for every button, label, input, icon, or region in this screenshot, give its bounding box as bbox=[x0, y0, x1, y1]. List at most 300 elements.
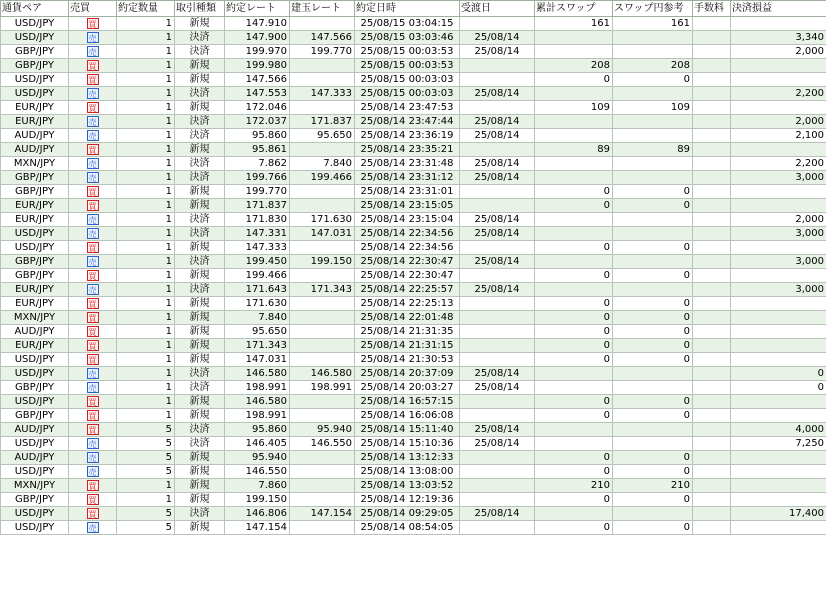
side-cell bbox=[69, 465, 117, 479]
trade-type-cell: 決済 bbox=[175, 507, 225, 521]
cumulative-swap-cell: 0 bbox=[535, 451, 613, 465]
cumulative-swap-cell bbox=[535, 507, 613, 521]
trade-type-cell: 決済 bbox=[175, 171, 225, 185]
table-row[interactable] bbox=[1, 185, 826, 199]
sell-badge: 売 bbox=[88, 257, 97, 267]
buy-badge: 買 bbox=[88, 481, 97, 491]
table-row[interactable] bbox=[1, 325, 826, 339]
table-row[interactable] bbox=[1, 199, 826, 213]
position-rate-cell bbox=[290, 17, 355, 31]
sell-badge: 売 bbox=[88, 229, 97, 239]
quantity-cell: 1 bbox=[117, 409, 175, 423]
quantity-cell: 1 bbox=[117, 45, 175, 59]
trade-type-cell: 新規 bbox=[175, 479, 225, 493]
trade-type-cell: 新規 bbox=[175, 353, 225, 367]
settlement-pl-cell bbox=[731, 17, 826, 31]
settlement-pl-cell bbox=[731, 73, 826, 87]
side-cell bbox=[69, 493, 117, 507]
buy-badge: 買 bbox=[88, 187, 97, 197]
table-row[interactable] bbox=[1, 115, 826, 129]
fee-cell bbox=[693, 129, 731, 143]
col-header-side[interactable]: 売買 bbox=[69, 1, 117, 17]
currency-pair-cell: USD/JPY bbox=[1, 73, 69, 87]
col-header-position-rate[interactable]: 建玉レート bbox=[290, 1, 355, 17]
swap-yen-ref-cell: 0 bbox=[613, 451, 693, 465]
table-row[interactable] bbox=[1, 157, 826, 171]
settlement-pl-cell bbox=[731, 185, 826, 199]
settlement-date-cell: 25/08/14 bbox=[460, 157, 535, 171]
table-row[interactable] bbox=[1, 227, 826, 241]
swap-yen-ref-cell: 0 bbox=[613, 325, 693, 339]
col-header-exec-rate[interactable]: 約定レート bbox=[225, 1, 290, 17]
fee-cell bbox=[693, 409, 731, 423]
quantity-cell: 1 bbox=[117, 381, 175, 395]
side-cell bbox=[69, 171, 117, 185]
quantity-cell: 1 bbox=[117, 297, 175, 311]
position-rate-cell bbox=[290, 451, 355, 465]
trade-type-cell: 決済 bbox=[175, 283, 225, 297]
buy-badge: 買 bbox=[88, 75, 97, 85]
table-row[interactable] bbox=[1, 255, 826, 269]
swap-yen-ref-cell bbox=[613, 87, 693, 101]
settlement-pl-cell bbox=[731, 199, 826, 213]
cumulative-swap-cell bbox=[535, 157, 613, 171]
cumulative-swap-cell: 0 bbox=[535, 73, 613, 87]
position-rate-cell bbox=[290, 73, 355, 87]
quantity-cell: 1 bbox=[117, 31, 175, 45]
sell-badge: 売 bbox=[88, 523, 97, 533]
side-cell bbox=[69, 227, 117, 241]
swap-yen-ref-cell bbox=[613, 283, 693, 297]
table-row[interactable] bbox=[1, 479, 826, 493]
settlement-pl-cell: 4,000 bbox=[731, 423, 826, 437]
position-rate-cell: 171.343 bbox=[290, 283, 355, 297]
currency-pair-cell: USD/JPY bbox=[1, 507, 69, 521]
trade-type-cell: 新規 bbox=[175, 241, 225, 255]
settlement-pl-cell bbox=[731, 339, 826, 353]
settlement-pl-cell: 2,200 bbox=[731, 87, 826, 101]
quantity-cell: 1 bbox=[117, 269, 175, 283]
settlement-date-cell bbox=[460, 409, 535, 423]
settlement-pl-cell: 2,100 bbox=[731, 129, 826, 143]
table-row[interactable] bbox=[1, 423, 826, 437]
position-rate-cell bbox=[290, 199, 355, 213]
fee-cell bbox=[693, 353, 731, 367]
trade-type-cell: 決済 bbox=[175, 213, 225, 227]
swap-yen-ref-cell bbox=[613, 255, 693, 269]
exec-datetime-cell: 25/08/15 00:03:03 bbox=[355, 73, 460, 87]
table-row[interactable] bbox=[1, 297, 826, 311]
sell-badge: 売 bbox=[88, 117, 97, 127]
swap-yen-ref-cell: 0 bbox=[613, 241, 693, 255]
side-cell bbox=[69, 73, 117, 87]
buy-badge: 買 bbox=[88, 61, 97, 71]
settlement-pl-cell bbox=[731, 409, 826, 423]
settlement-date-cell: 25/08/14 bbox=[460, 255, 535, 269]
exec-datetime-cell: 25/08/15 00:03:53 bbox=[355, 59, 460, 73]
cumulative-swap-cell bbox=[535, 367, 613, 381]
currency-pair-cell: USD/JPY bbox=[1, 521, 69, 535]
swap-yen-ref-cell: 208 bbox=[613, 59, 693, 73]
side-cell bbox=[69, 185, 117, 199]
side-cell bbox=[69, 297, 117, 311]
exec-datetime-cell: 25/08/14 16:57:15 bbox=[355, 395, 460, 409]
table-row[interactable] bbox=[1, 129, 826, 143]
trade-type-cell: 新規 bbox=[175, 297, 225, 311]
position-rate-cell bbox=[290, 297, 355, 311]
exec-rate-cell: 171.343 bbox=[225, 339, 290, 353]
swap-yen-ref-cell bbox=[613, 157, 693, 171]
quantity-cell: 1 bbox=[117, 17, 175, 31]
quantity-cell: 1 bbox=[117, 213, 175, 227]
table-row[interactable] bbox=[1, 73, 826, 87]
currency-pair-cell: GBP/JPY bbox=[1, 45, 69, 59]
cumulative-swap-cell bbox=[535, 423, 613, 437]
exec-datetime-cell: 25/08/14 22:30:47 bbox=[355, 269, 460, 283]
exec-datetime-cell: 25/08/14 23:15:04 bbox=[355, 213, 460, 227]
settlement-pl-cell bbox=[731, 101, 826, 115]
side-cell bbox=[69, 283, 117, 297]
currency-pair-cell: AUD/JPY bbox=[1, 129, 69, 143]
table-row[interactable] bbox=[1, 171, 826, 185]
table-row[interactable] bbox=[1, 87, 826, 101]
position-rate-cell: 95.940 bbox=[290, 423, 355, 437]
quantity-cell: 1 bbox=[117, 171, 175, 185]
settlement-date-cell bbox=[460, 479, 535, 493]
exec-rate-cell: 172.037 bbox=[225, 115, 290, 129]
table-row[interactable] bbox=[1, 45, 826, 59]
currency-pair-cell: EUR/JPY bbox=[1, 101, 69, 115]
trade-type-cell: 新規 bbox=[175, 17, 225, 31]
settlement-pl-cell bbox=[731, 143, 826, 157]
settlement-pl-cell: 0 bbox=[731, 381, 826, 395]
trade-type-cell: 決済 bbox=[175, 157, 225, 171]
exec-rate-cell: 171.630 bbox=[225, 297, 290, 311]
table-row[interactable] bbox=[1, 507, 826, 521]
fee-cell bbox=[693, 325, 731, 339]
side-cell bbox=[69, 423, 117, 437]
exec-rate-cell: 7.860 bbox=[225, 479, 290, 493]
position-rate-cell: 199.466 bbox=[290, 171, 355, 185]
trade-type-cell: 新規 bbox=[175, 493, 225, 507]
settlement-pl-cell: 3,340 bbox=[731, 31, 826, 45]
buy-badge: 買 bbox=[88, 103, 97, 113]
exec-datetime-cell: 25/08/14 23:31:48 bbox=[355, 157, 460, 171]
settlement-date-cell bbox=[460, 17, 535, 31]
exec-rate-cell: 95.650 bbox=[225, 325, 290, 339]
exec-datetime-cell: 25/08/14 13:12:33 bbox=[355, 451, 460, 465]
position-rate-cell bbox=[290, 479, 355, 493]
col-header-exec-datetime[interactable]: 約定日時 bbox=[355, 1, 460, 17]
side-cell bbox=[69, 45, 117, 59]
sell-badge: 売 bbox=[88, 285, 97, 295]
settlement-date-cell bbox=[460, 325, 535, 339]
trade-type-cell: 決済 bbox=[175, 367, 225, 381]
col-header-trade-type[interactable]: 取引種類 bbox=[175, 1, 225, 17]
buy-badge: 買 bbox=[88, 299, 97, 309]
table-row[interactable] bbox=[1, 437, 826, 451]
sell-badge: 売 bbox=[88, 131, 97, 141]
fee-cell bbox=[693, 451, 731, 465]
trade-type-cell: 決済 bbox=[175, 115, 225, 129]
exec-datetime-cell: 25/08/14 23:31:01 bbox=[355, 185, 460, 199]
position-rate-cell bbox=[290, 311, 355, 325]
swap-yen-ref-cell bbox=[613, 507, 693, 521]
quantity-cell: 1 bbox=[117, 157, 175, 171]
fee-cell bbox=[693, 479, 731, 493]
exec-datetime-cell: 25/08/15 03:04:15 bbox=[355, 17, 460, 31]
fee-cell bbox=[693, 507, 731, 521]
settlement-date-cell bbox=[460, 521, 535, 535]
exec-rate-cell: 199.150 bbox=[225, 493, 290, 507]
buy-badge: 買 bbox=[88, 327, 97, 337]
swap-yen-ref-cell: 0 bbox=[613, 465, 693, 479]
sell-badge: 売 bbox=[88, 47, 97, 57]
table-row[interactable] bbox=[1, 269, 826, 283]
quantity-cell: 1 bbox=[117, 367, 175, 381]
fee-cell bbox=[693, 185, 731, 199]
settlement-date-cell: 25/08/14 bbox=[460, 507, 535, 521]
table-row[interactable] bbox=[1, 311, 826, 325]
settlement-date-cell: 25/08/14 bbox=[460, 115, 535, 129]
fee-cell bbox=[693, 423, 731, 437]
table-row[interactable] bbox=[1, 353, 826, 367]
swap-yen-ref-cell: 0 bbox=[613, 269, 693, 283]
sell-badge: 売 bbox=[88, 33, 97, 43]
table-row[interactable] bbox=[1, 31, 826, 45]
buy-badge: 買 bbox=[88, 495, 97, 505]
exec-datetime-cell: 25/08/14 13:03:52 bbox=[355, 479, 460, 493]
exec-datetime-cell: 25/08/14 12:19:36 bbox=[355, 493, 460, 507]
trade-type-cell: 新規 bbox=[175, 311, 225, 325]
buy-badge: 買 bbox=[88, 341, 97, 351]
cumulative-swap-cell: 0 bbox=[535, 297, 613, 311]
quantity-cell: 1 bbox=[117, 73, 175, 87]
fee-cell bbox=[693, 73, 731, 87]
quantity-cell: 5 bbox=[117, 465, 175, 479]
table-row[interactable] bbox=[1, 409, 826, 423]
cumulative-swap-cell bbox=[535, 381, 613, 395]
quantity-cell: 1 bbox=[117, 255, 175, 269]
table-row[interactable] bbox=[1, 465, 826, 479]
currency-pair-cell: GBP/JPY bbox=[1, 493, 69, 507]
table-row[interactable] bbox=[1, 367, 826, 381]
exec-rate-cell: 146.806 bbox=[225, 507, 290, 521]
side-cell bbox=[69, 479, 117, 493]
table-row[interactable] bbox=[1, 17, 826, 31]
position-rate-cell bbox=[290, 395, 355, 409]
exec-datetime-cell: 25/08/14 23:47:53 bbox=[355, 101, 460, 115]
currency-pair-cell: USD/JPY bbox=[1, 465, 69, 479]
settlement-date-cell: 25/08/14 bbox=[460, 171, 535, 185]
exec-datetime-cell: 25/08/14 23:35:21 bbox=[355, 143, 460, 157]
exec-datetime-cell: 25/08/15 00:03:03 bbox=[355, 87, 460, 101]
col-header-currency-pair[interactable]: 通貨ペア bbox=[1, 1, 69, 17]
side-cell bbox=[69, 115, 117, 129]
settlement-date-cell bbox=[460, 101, 535, 115]
quantity-cell: 1 bbox=[117, 59, 175, 73]
quantity-cell: 5 bbox=[117, 437, 175, 451]
cumulative-swap-cell: 0 bbox=[535, 395, 613, 409]
swap-yen-ref-cell: 89 bbox=[613, 143, 693, 157]
side-cell bbox=[69, 17, 117, 31]
settlement-pl-cell: 2,000 bbox=[731, 115, 826, 129]
trade-type-cell: 決済 bbox=[175, 255, 225, 269]
fee-cell bbox=[693, 367, 731, 381]
swap-yen-ref-cell bbox=[613, 367, 693, 381]
quantity-cell: 1 bbox=[117, 493, 175, 507]
side-cell bbox=[69, 395, 117, 409]
swap-yen-ref-cell bbox=[613, 129, 693, 143]
quantity-cell: 1 bbox=[117, 199, 175, 213]
settlement-pl-cell: 2,000 bbox=[731, 213, 826, 227]
swap-yen-ref-cell: 210 bbox=[613, 479, 693, 493]
settlement-date-cell bbox=[460, 199, 535, 213]
trade-type-cell: 新規 bbox=[175, 465, 225, 479]
side-cell bbox=[69, 339, 117, 353]
swap-yen-ref-cell bbox=[613, 227, 693, 241]
exec-rate-cell: 147.331 bbox=[225, 227, 290, 241]
exec-rate-cell: 172.046 bbox=[225, 101, 290, 115]
exec-datetime-cell: 25/08/15 03:03:46 bbox=[355, 31, 460, 45]
swap-yen-ref-cell: 0 bbox=[613, 339, 693, 353]
currency-pair-cell: EUR/JPY bbox=[1, 213, 69, 227]
settlement-pl-cell bbox=[731, 241, 826, 255]
fee-cell bbox=[693, 269, 731, 283]
settlement-pl-cell bbox=[731, 395, 826, 409]
table-row[interactable] bbox=[1, 143, 826, 157]
currency-pair-cell: EUR/JPY bbox=[1, 115, 69, 129]
buy-badge: 買 bbox=[88, 201, 97, 211]
position-rate-cell bbox=[290, 185, 355, 199]
exec-datetime-cell: 25/08/14 20:37:09 bbox=[355, 367, 460, 381]
settlement-date-cell bbox=[460, 395, 535, 409]
side-cell bbox=[69, 381, 117, 395]
cumulative-swap-cell: 89 bbox=[535, 143, 613, 157]
quantity-cell: 1 bbox=[117, 101, 175, 115]
exec-rate-cell: 147.553 bbox=[225, 87, 290, 101]
table-row[interactable] bbox=[1, 395, 826, 409]
side-cell bbox=[69, 241, 117, 255]
settlement-date-cell: 25/08/14 bbox=[460, 129, 535, 143]
position-rate-cell bbox=[290, 325, 355, 339]
position-rate-cell bbox=[290, 143, 355, 157]
cumulative-swap-cell: 0 bbox=[535, 199, 613, 213]
settlement-date-cell: 25/08/14 bbox=[460, 437, 535, 451]
trade-rows bbox=[1, 17, 826, 535]
table-row[interactable] bbox=[1, 213, 826, 227]
quantity-cell: 5 bbox=[117, 423, 175, 437]
fee-cell bbox=[693, 115, 731, 129]
trade-type-cell: 新規 bbox=[175, 521, 225, 535]
currency-pair-cell: GBP/JPY bbox=[1, 171, 69, 185]
table-row[interactable] bbox=[1, 451, 826, 465]
cumulative-swap-cell bbox=[535, 45, 613, 59]
fee-cell bbox=[693, 101, 731, 115]
table-row[interactable] bbox=[1, 339, 826, 353]
side-cell bbox=[69, 311, 117, 325]
table-row[interactable] bbox=[1, 59, 826, 73]
quantity-cell: 5 bbox=[117, 507, 175, 521]
table-row[interactable] bbox=[1, 241, 826, 255]
settlement-pl-cell bbox=[731, 297, 826, 311]
position-rate-cell: 171.630 bbox=[290, 213, 355, 227]
col-header-swap-yen-ref[interactable]: スワップ円参考 bbox=[613, 1, 693, 17]
swap-yen-ref-cell: 0 bbox=[613, 199, 693, 213]
currency-pair-cell: USD/JPY bbox=[1, 87, 69, 101]
swap-yen-ref-cell: 0 bbox=[613, 311, 693, 325]
table-row[interactable] bbox=[1, 101, 826, 115]
side-cell bbox=[69, 367, 117, 381]
settlement-pl-cell bbox=[731, 311, 826, 325]
side-cell bbox=[69, 353, 117, 367]
settlement-date-cell bbox=[460, 339, 535, 353]
buy-badge: 買 bbox=[88, 313, 97, 323]
cumulative-swap-cell bbox=[535, 227, 613, 241]
cumulative-swap-cell: 109 bbox=[535, 101, 613, 115]
position-rate-cell: 199.770 bbox=[290, 45, 355, 59]
settlement-date-cell: 25/08/14 bbox=[460, 87, 535, 101]
currency-pair-cell: USD/JPY bbox=[1, 227, 69, 241]
exec-rate-cell: 147.900 bbox=[225, 31, 290, 45]
settlement-pl-cell: 3,000 bbox=[731, 283, 826, 297]
currency-pair-cell: USD/JPY bbox=[1, 31, 69, 45]
currency-pair-cell: AUD/JPY bbox=[1, 423, 69, 437]
position-rate-cell: 146.550 bbox=[290, 437, 355, 451]
sell-badge: 売 bbox=[88, 453, 97, 463]
table-row[interactable] bbox=[1, 283, 826, 297]
exec-rate-cell: 147.031 bbox=[225, 353, 290, 367]
trade-type-cell: 決済 bbox=[175, 227, 225, 241]
fee-cell bbox=[693, 227, 731, 241]
trade-type-cell: 新規 bbox=[175, 101, 225, 115]
col-header-settlement-pl[interactable]: 決済損益 bbox=[731, 1, 826, 17]
col-header-fee[interactable]: 手数料 bbox=[693, 1, 731, 17]
cumulative-swap-cell bbox=[535, 31, 613, 45]
fee-cell bbox=[693, 143, 731, 157]
swap-yen-ref-cell: 0 bbox=[613, 73, 693, 87]
side-cell bbox=[69, 143, 117, 157]
buy-badge: 買 bbox=[88, 145, 97, 155]
fee-cell bbox=[693, 297, 731, 311]
quantity-cell: 1 bbox=[117, 339, 175, 353]
col-header-quantity[interactable]: 約定数量 bbox=[117, 1, 175, 17]
settlement-date-cell bbox=[460, 451, 535, 465]
table-row[interactable] bbox=[1, 493, 826, 507]
table-row[interactable] bbox=[1, 381, 826, 395]
side-cell bbox=[69, 157, 117, 171]
col-header-settlement-date[interactable]: 受渡日 bbox=[460, 1, 535, 17]
currency-pair-cell: GBP/JPY bbox=[1, 409, 69, 423]
cumulative-swap-cell: 0 bbox=[535, 493, 613, 507]
currency-pair-cell: EUR/JPY bbox=[1, 339, 69, 353]
sell-badge: 売 bbox=[88, 215, 97, 225]
currency-pair-cell: EUR/JPY bbox=[1, 297, 69, 311]
trade-type-cell: 新規 bbox=[175, 451, 225, 465]
buy-badge: 買 bbox=[88, 425, 97, 435]
col-header-cumulative-swap[interactable]: 累計スワップ bbox=[535, 1, 613, 17]
swap-yen-ref-cell: 161 bbox=[613, 17, 693, 31]
position-rate-cell bbox=[290, 339, 355, 353]
side-cell bbox=[69, 437, 117, 451]
cumulative-swap-cell: 0 bbox=[535, 311, 613, 325]
settlement-date-cell bbox=[460, 297, 535, 311]
cumulative-swap-cell: 161 bbox=[535, 17, 613, 31]
currency-pair-cell: USD/JPY bbox=[1, 241, 69, 255]
table-row[interactable] bbox=[1, 521, 826, 535]
sell-badge: 売 bbox=[88, 89, 97, 99]
currency-pair-cell: EUR/JPY bbox=[1, 283, 69, 297]
